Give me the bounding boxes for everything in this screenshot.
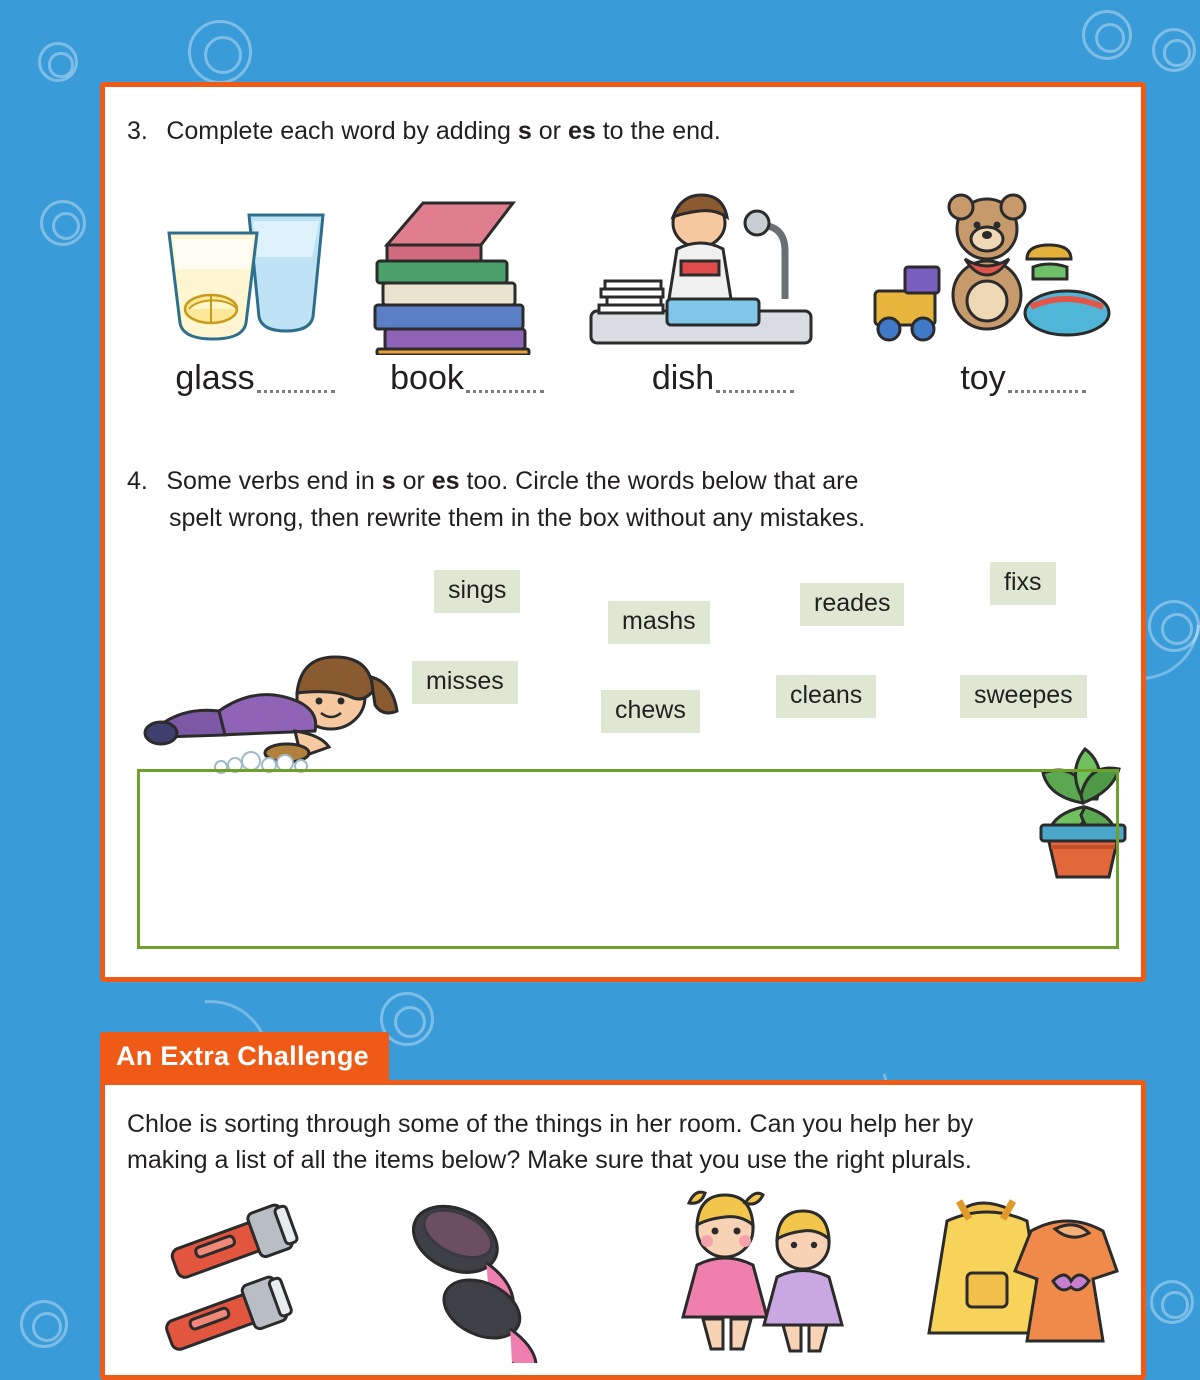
question-4-prompt-line2: spelt wrong, then rewrite them in the box without any mistakes. bbox=[169, 504, 866, 532]
word-item-glass bbox=[145, 359, 365, 398]
extra-challenge-line1: Chloe is sorting through some of the things in her room. Can you help her by bbox=[127, 1110, 974, 1138]
word-tile-sings[interactable]: sings bbox=[434, 570, 520, 613]
stack-of-books-illustration bbox=[363, 175, 563, 355]
word-tile-reades[interactable]: reades bbox=[800, 583, 904, 626]
word-dish: dish bbox=[652, 359, 794, 397]
word-toy: toy bbox=[960, 359, 1085, 397]
background-swirl bbox=[188, 20, 252, 84]
teddy-bear-and-toys-illustration bbox=[861, 183, 1111, 355]
background-swirl bbox=[1150, 1280, 1194, 1324]
question-4 bbox=[127, 465, 1121, 535]
question-3 bbox=[127, 115, 1121, 148]
girl-scrubbing-floor-illustration bbox=[135, 649, 415, 774]
background-swirl bbox=[40, 200, 86, 246]
question-3-number: 3. bbox=[127, 117, 148, 145]
answer-blank[interactable] bbox=[1008, 390, 1086, 393]
boy-washing-dishes-illustration bbox=[581, 183, 821, 353]
word-item-toy bbox=[913, 359, 1133, 398]
background-swirl bbox=[1152, 28, 1196, 72]
word-item-book bbox=[357, 359, 577, 398]
word-tile-chews[interactable]: chews bbox=[601, 690, 700, 733]
extra-challenge-tab: An Extra Challenge bbox=[100, 1032, 389, 1083]
word-tile-fixs[interactable]: fixs bbox=[990, 562, 1056, 605]
question-4-prompt-line1: Some verbs end in s or es too. Circle the words below that are bbox=[166, 467, 859, 495]
background-swirl bbox=[1082, 10, 1132, 60]
extra-challenge-text bbox=[127, 1107, 1121, 1178]
background-swirl bbox=[20, 1300, 68, 1348]
extra-challenge-line2: making a list of all the items below? Make sure that you use the right plurals. bbox=[127, 1145, 972, 1174]
two-hairbrushes-illustration bbox=[373, 1203, 593, 1363]
extra-challenge-card bbox=[100, 1080, 1146, 1380]
answer-blank[interactable] bbox=[257, 390, 335, 393]
answer-blank[interactable] bbox=[716, 390, 794, 393]
answer-blank[interactable] bbox=[466, 390, 544, 393]
two-glasses-of-water-illustration bbox=[153, 197, 353, 347]
word-book: book bbox=[390, 359, 544, 397]
worksheet-card bbox=[100, 82, 1146, 982]
two-dolls-illustration bbox=[653, 1181, 883, 1371]
word-glass: glass bbox=[175, 359, 334, 397]
two-torches-illustration bbox=[135, 1195, 355, 1355]
word-tile-mashs[interactable]: mashs bbox=[608, 601, 710, 644]
word-item-dish bbox=[613, 359, 833, 398]
word-tile-sweepes[interactable]: sweepes bbox=[960, 675, 1087, 718]
question-3-prompt: Complete each word by adding s or es to the end. bbox=[166, 117, 721, 145]
background-swirl bbox=[1148, 600, 1200, 652]
background-swirl bbox=[38, 42, 78, 82]
word-tile-misses[interactable]: misses bbox=[412, 661, 518, 704]
question-4-number: 4. bbox=[127, 467, 148, 495]
word-tile-cleans[interactable]: cleans bbox=[776, 675, 876, 718]
answer-box[interactable] bbox=[137, 769, 1119, 949]
two-dresses-illustration bbox=[913, 1177, 1143, 1372]
